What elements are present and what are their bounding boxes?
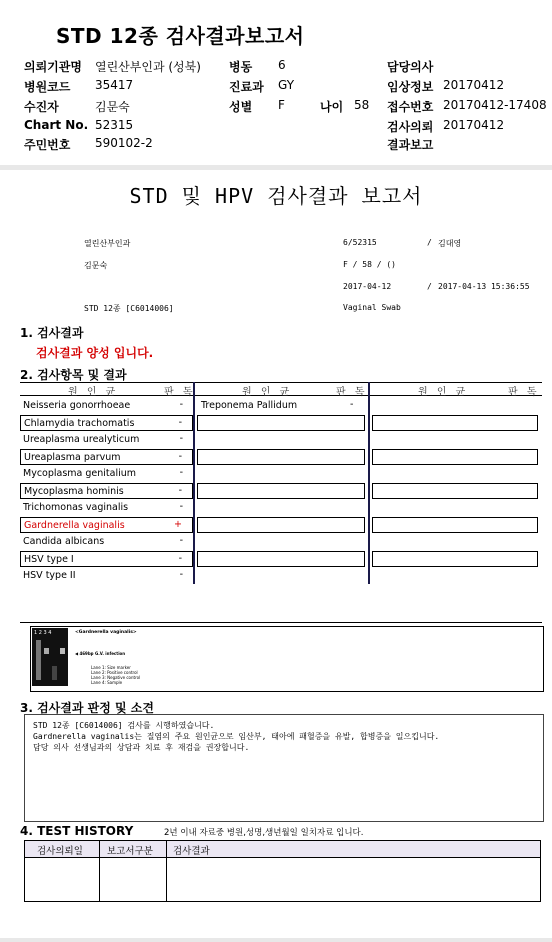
patient-test: STD 12종 [C6014006] [84,304,174,313]
gel-figure-title: <Gardnerella vaginalis> [75,630,137,635]
value-age: 58 [354,98,370,112]
result-row [20,534,193,550]
label-report-date: 결과보고 [387,138,434,152]
patient-sex-age: F / 58 / () [343,260,396,269]
col2-pathogen-head: 원 인 균 [242,387,293,398]
gel-band [60,648,65,654]
pathogen-name: Ureaplasma urealyticum [23,434,140,445]
value-department: GY [278,78,295,92]
result-row [20,483,193,499]
patient-date-sep: / [427,282,432,291]
section2-title: 2. 검사항목 및 결과 [20,368,127,382]
report-title: STD 및 HPV 검사결과 보고서 [129,184,423,208]
empty-cell [372,449,538,465]
result-row [20,415,193,431]
label-collector: 수진자 [24,100,59,114]
section1-title: 1. 검사결과 [20,326,84,340]
result-row [20,551,193,567]
value-institution: 열린산부인과 (성북) [95,60,201,74]
pathogen-result: - [179,569,183,580]
value-request-date: 20170412 [443,118,505,132]
patient-date1: 2017-04-12 [343,282,392,291]
gel-legend-2: Lane 2: Positive control [91,670,138,675]
col2-pathogen-result: - [350,399,354,410]
grid-divider-1 [193,382,195,584]
label-ward: 병동 [229,60,253,74]
result-row [20,466,193,482]
empty-cell [197,415,365,431]
section4-title: 4. TEST HISTORY [20,824,134,838]
col2-pathogen-name: Treponema Pallidum [201,400,298,411]
value-chart-no: 52315 [95,118,134,132]
history-note: 2년 이내 자료중 병원,성명,생년월일 일치자료 입니다. [164,828,364,838]
patient-name: 김문숙 [84,261,108,270]
result-row-positive [20,517,193,533]
col3-pathogen-head: 원 인 균 [418,387,469,398]
history-table [24,840,541,902]
value-collector: 김문숙 [95,100,130,114]
value-sex: F [278,98,285,112]
history-col-result: 검사결과 [173,846,210,857]
pathogen-name: Chlamydia trachomatis [24,418,135,429]
pathogen-result: - [179,535,183,546]
pathogen-result: - [178,417,182,428]
pathogen-name: Ureaplasma parvum [24,452,121,463]
history-header-row [25,841,540,858]
empty-cell [197,551,365,567]
label-request-date: 검사의뢰 [387,120,434,134]
pathogen-name: Candida albicans [23,536,105,547]
patient-specimen: Vaginal Swab [343,303,401,312]
pathogen-result: - [179,501,183,512]
pathogen-name: HSV type I [24,554,74,565]
result-row [20,568,193,584]
gel-legend-1: Lane 1: Size marker [91,665,131,670]
opinion-line: 담당 의사 선생님과의 상담과 치료 후 재검을 권장합니다. [33,743,250,752]
label-department: 진료과 [229,80,264,94]
value-hospital-code: 35417 [95,78,134,92]
pathogen-name: HSV type II [23,570,76,581]
label-age: 나이 [320,100,344,114]
header-panel [0,0,552,165]
patient-clinic: 열린산부인과 [84,239,131,248]
result-summary: 검사결과 양성 입니다. [36,346,154,360]
empty-cell [197,483,365,499]
pathogen-result: - [178,451,182,462]
grid-divider-2 [368,382,370,584]
label-doctor: 담당의사 [387,60,434,74]
pathogen-result: - [178,485,182,496]
patient-doctor: 김대영 [438,239,462,248]
history-col-divider [99,841,100,901]
result-row [20,500,193,516]
section-separator [20,622,542,623]
label-sex: 성별 [229,100,253,114]
report-sheet [0,170,552,938]
pathogen-result: - [178,553,182,564]
gel-legend-3: Lane 3: Negative control [91,675,141,680]
col3-result-head: 판 독 [508,387,540,398]
value-clinical-info: 20170412 [443,78,505,92]
pathogen-name: Trichomonas vaginalis [23,502,129,513]
col2-result-head: 판 독 [336,387,368,398]
value-resident-no: 590102-2 [95,136,153,150]
gel-figure [30,626,544,692]
empty-cell [197,517,365,533]
gel-legend-4: Lane 4: Sample [91,680,123,685]
history-col-date: 검사의뢰일 [37,846,83,857]
patient-doctor-sep: / [427,238,432,247]
pathogen-name: Mycoplasma genitalium [23,468,137,479]
empty-cell [372,483,538,499]
value-receipt-no: 20170412-17408 [443,98,547,112]
history-col-divider [166,841,167,901]
col1-result-head: 판 독 [164,387,196,398]
section3-title: 3. 검사결과 판정 및 소견 [20,701,154,715]
patient-date2: 2017-04-13 15:36:55 [438,282,530,291]
label-chart-no: Chart No. [24,118,89,132]
gel-band-label: ◀ 469bp G.V. infection [75,651,126,656]
gel-band [44,648,49,654]
opinion-line: Gardnerella vaginalis는 질염의 주요 원인균으로 임산부, 태아에 패혈증을 유발, 합병증을 일으킵니다. [33,732,440,741]
result-row [20,398,193,414]
pathogen-result: + [174,519,182,530]
patient-ward-chart: 6/52315 [343,238,377,247]
opinion-box [24,714,544,822]
label-resident-no: 주민번호 [24,138,71,152]
result-row [20,432,193,448]
label-receipt-no: 접수번호 [387,100,434,114]
label-clinical-info: 임상정보 [387,80,434,94]
value-ward: 6 [278,58,286,72]
gel-lane-numbers: 1 2 3 4 [34,630,52,636]
empty-cell [372,517,538,533]
pathogen-name: Mycoplasma hominis [24,486,124,497]
pathogen-result: - [179,433,183,444]
opinion-line: STD 12종 [C6014006] 검사를 시행하였습니다. [33,721,215,730]
pathogen-name: Gardnerella vaginalis [24,520,125,531]
label-hospital-code: 병원코드 [24,80,71,94]
header-title: STD 12종 검사결과보고서 [56,24,305,48]
gel-band [52,666,57,680]
empty-cell [372,415,538,431]
gel-image [32,628,68,686]
pathogen-name: Neisseria gonorrhoeae [23,400,131,411]
col1-pathogen-head: 원 인 균 [68,387,119,398]
history-col-type: 보고서구분 [107,846,153,857]
gel-lane [36,640,41,680]
empty-cell [372,551,538,567]
result-row [20,449,193,465]
label-institution: 의뢰기관명 [24,60,82,74]
pathogen-result: - [179,399,183,410]
empty-cell [197,449,365,465]
pathogen-result: - [179,467,183,478]
results-grid [20,382,542,584]
